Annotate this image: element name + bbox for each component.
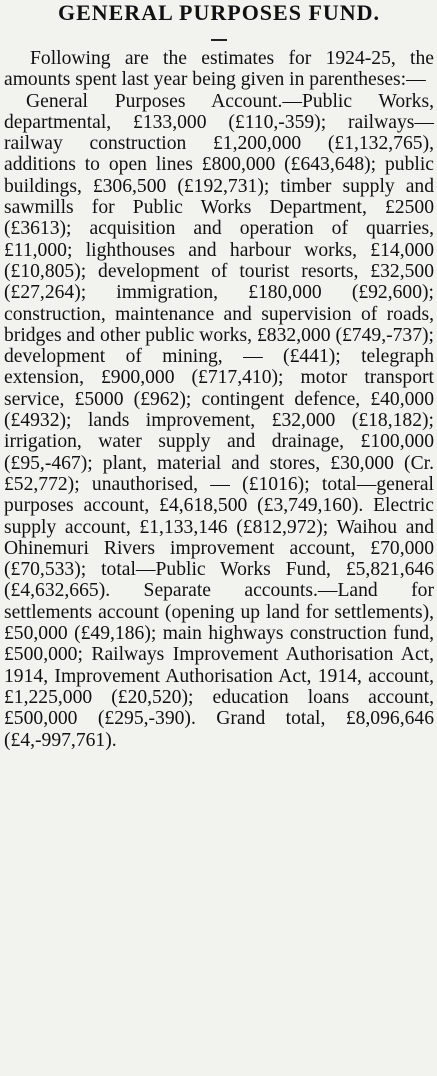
headline: GENERAL PURPOSES FUND.	[57, 0, 381, 25]
estimates-paragraph: General Purposes Account.—Public Works, departmental, £133,000 (£110,-359); railways—railway construction £1,200,000 (£1,132,765), additions to open lines £800,000 (£643,648); public buildings, £306,500 (£192,731); timber supply and sawmills for Public Works Department, £2500 (£3613); acquisition and operation of quarries, £11,000; lighthouses and harbour works, £14,000 (£10,805); development of tourist resorts, £32,500 (£27,264); immigration, £180,000 (£92,600); construction, maintenance and supervision of roads, bridges and other public works, £832,000 (£749,-737); development of mining, — (£441); telegraph extension, £900,000 (£717,410); motor transport service, £5000 (£962); contingent defence, £40,000 (£4932); lands improvement, £32,000 (£18,182); irrigation, water supply and drainage, £100,000 (£95,-467); plant, material and stores, £30,000 (Cr. £52,772); unauthorised, — (£1016); total—general purposes account, £4,618,500 (£3,749,160). Electric supply account, £1,133,146 (£812,972); Waihou and Ohinemuri Rivers improvement account, £70,000 (£70,533); total—Public Works Fund, £5,821,646 (£4,632,665). Separate accounts.—Land for settlements account (opening up land for settlements), £50,000 (£49,186); main highways construction fund, £500,000; Railways Improvement Authorisation Act, 1914, Improvement Authorisation Act, 1914, account, £1,225,000 (£20,520); education loans account, £500,000 (£295,-390). Grand total, £8,096,646 (£4,-997,761).	[4, 90, 434, 751]
headline-divider	[211, 39, 227, 41]
intro-paragraph: Following are the estimates for 1924-25, the amounts spent last year being given in parentheses:—	[4, 48, 434, 91]
